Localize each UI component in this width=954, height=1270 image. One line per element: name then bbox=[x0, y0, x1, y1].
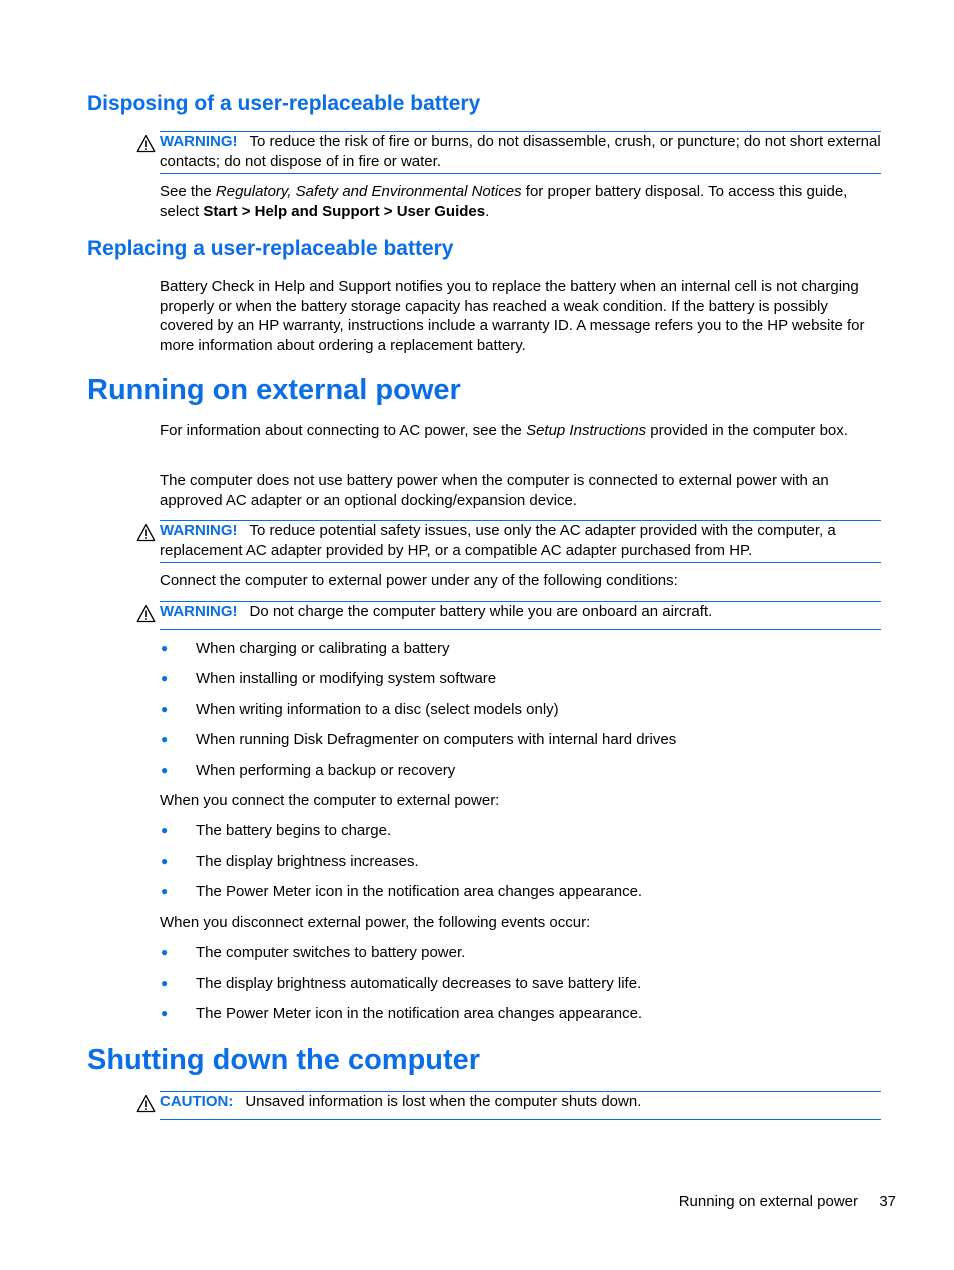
page-number: 37 bbox=[879, 1193, 896, 1210]
document-title-reference: Regulatory, Safety and Environmental Notices bbox=[215, 183, 522, 200]
list-item: The Power Meter icon in the notification area changes appearance. bbox=[196, 1005, 643, 1022]
warning-notice-aircraft bbox=[160, 601, 881, 630]
text-run: For information about connecting to AC power, see the bbox=[160, 422, 527, 439]
warning-notice-disposing bbox=[160, 131, 881, 174]
bullet-icon: ● bbox=[161, 884, 169, 898]
conditions-intro: Connect the computer to external power under any of the following conditions: bbox=[160, 572, 678, 589]
section-heading-replacing: Replacing a user-replaceable battery bbox=[87, 237, 454, 260]
warning-triangle-icon bbox=[136, 523, 156, 542]
text-run: provided in the computer box. bbox=[646, 422, 848, 439]
warning-triangle-icon bbox=[136, 134, 156, 153]
document-title-reference: Setup Instructions bbox=[526, 422, 647, 439]
warning-text: To reduce potential safety issues, use only the AC adapter provided with the computer, a replacement AC adapter provided by HP, or a compatible AC adapter purchased from HP. bbox=[160, 522, 836, 559]
bullet-icon: ● bbox=[161, 1006, 169, 1020]
chapter-heading-external-power: Running on external power bbox=[87, 374, 461, 406]
disconnect-intro: When you disconnect external power, the following events occur: bbox=[160, 914, 591, 931]
list-item: The display brightness increases. bbox=[196, 853, 419, 870]
disposal-paragraph bbox=[160, 182, 882, 221]
bullet-icon: ● bbox=[161, 641, 169, 655]
caution-label: CAUTION: bbox=[160, 1093, 234, 1110]
caution-notice-shutdown bbox=[160, 1091, 881, 1120]
bullet-icon: ● bbox=[161, 763, 169, 777]
list-item: The battery begins to charge. bbox=[196, 822, 392, 839]
warning-triangle-icon bbox=[136, 1094, 156, 1113]
bullet-icon: ● bbox=[161, 945, 169, 959]
warning-notice-ac-adapter bbox=[160, 520, 881, 563]
menu-path: Start > Help and Support > User Guides bbox=[203, 202, 486, 220]
battery-power-paragraph: The computer does not use battery power when the computer is connected to external power with an approved AC adapter or an optional docking/expansion device. bbox=[160, 472, 829, 509]
bullet-icon: ● bbox=[161, 702, 169, 716]
chapter-heading-shutting-down: Shutting down the computer bbox=[87, 1044, 481, 1076]
section-heading-disposing: Disposing of a user-replaceable battery bbox=[87, 92, 481, 115]
list-item: When charging or calibrating a battery bbox=[196, 640, 450, 657]
text-run: for proper battery disposal. To access this guide, select bbox=[160, 183, 848, 220]
list-item: When writing information to a disc (select models only) bbox=[196, 701, 559, 718]
list-item: When running Disk Defragmenter on computers with internal hard drives bbox=[196, 731, 677, 748]
footer-section-title: Running on external power bbox=[678, 1193, 858, 1210]
bullet-icon: ● bbox=[161, 732, 169, 746]
warning-label: WARNING! bbox=[160, 603, 238, 620]
text-run: See the bbox=[160, 183, 216, 200]
warning-triangle-icon bbox=[136, 604, 156, 623]
connect-intro: When you connect the computer to external power: bbox=[160, 792, 500, 809]
caution-text: Unsaved information is lost when the computer shuts down. bbox=[245, 1093, 642, 1110]
list-item: The computer switches to battery power. bbox=[196, 944, 466, 961]
replacing-paragraph: Battery Check in Help and Support notifies you to replace the battery when an internal cell is not charging properly or when the battery storage capacity has reached a weak condition. If the battery is possibly covered by an HP warranty, instructions include a warranty ID. A message refers you to the HP website for more information about ordering a replacement battery. bbox=[160, 278, 865, 354]
list-item: When performing a backup or recovery bbox=[196, 762, 456, 779]
warning-label: WARNING! bbox=[160, 522, 238, 539]
list-item: The Power Meter icon in the notification area changes appearance. bbox=[196, 883, 643, 900]
bullet-icon: ● bbox=[161, 854, 169, 868]
bullet-icon: ● bbox=[161, 976, 169, 990]
warning-text: Do not charge the computer battery while you are onboard an aircraft. bbox=[249, 603, 713, 620]
bullet-icon: ● bbox=[161, 671, 169, 685]
warning-text: To reduce the risk of fire or burns, do not disassemble, crush, or puncture; do not short external contacts; do not dispose of in fire or water. bbox=[160, 133, 881, 170]
bullet-icon: ● bbox=[161, 823, 169, 837]
text-run: . bbox=[485, 202, 490, 220]
warning-label: WARNING! bbox=[160, 133, 238, 150]
list-item: The display brightness automatically decreases to save battery life. bbox=[196, 975, 642, 992]
ac-power-paragraph bbox=[160, 421, 882, 441]
list-item: When installing or modifying system software bbox=[196, 670, 497, 687]
